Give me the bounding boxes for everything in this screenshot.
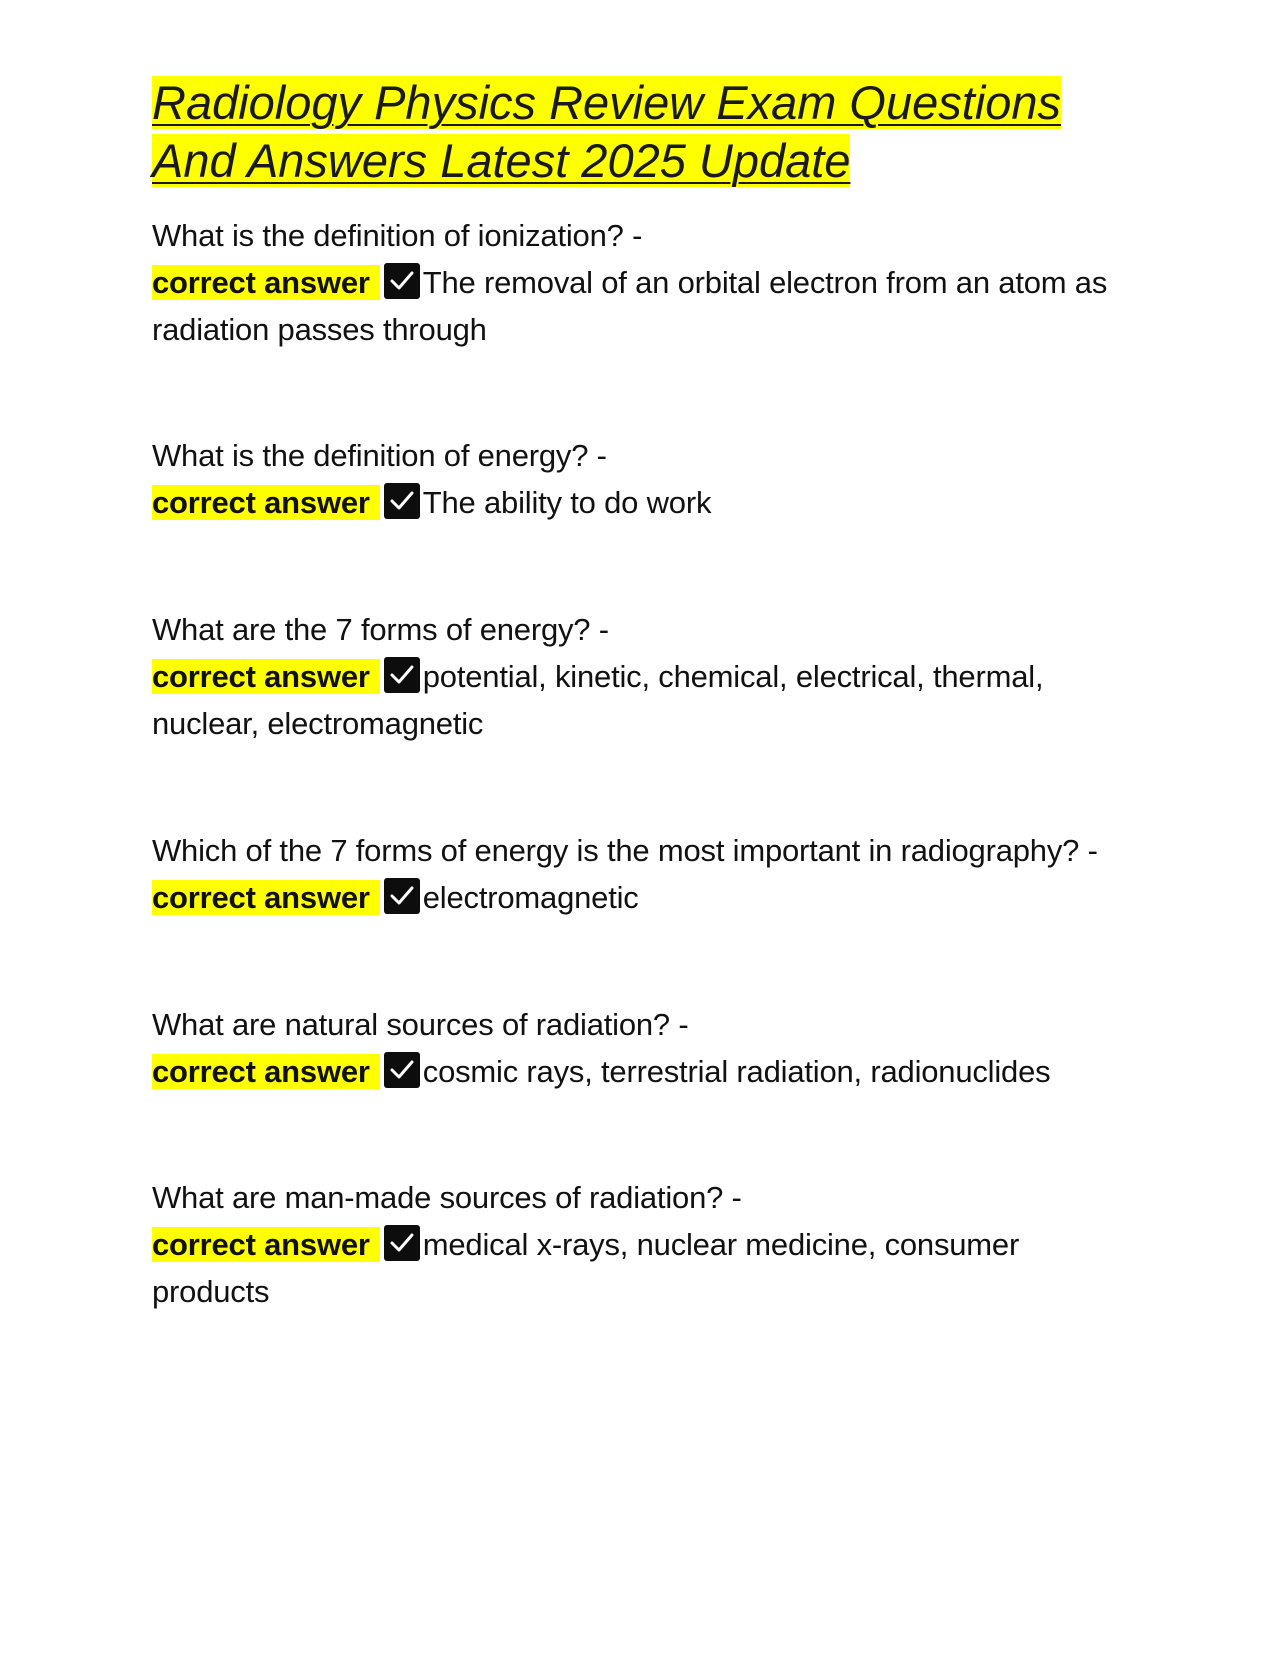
check-mark-box-icon xyxy=(384,657,420,693)
answer-text: potential, kinetic, chemical, electrical, thermal, nuclear, electromagnetic xyxy=(152,659,1044,741)
check-mark-box-icon xyxy=(384,483,420,519)
document-title xyxy=(152,74,1142,190)
answer-label: correct answer xyxy=(152,1054,380,1089)
qa-item xyxy=(152,1001,1142,1095)
check-mark-box-icon xyxy=(384,1225,420,1261)
qa-item xyxy=(152,432,1142,526)
answer-label: correct answer xyxy=(152,265,380,300)
question-text: What are the 7 forms of energy? - xyxy=(152,612,609,647)
answer-text: The ability to do work xyxy=(422,485,712,520)
title-highlight: Radiology Physics Review Exam Questions And Answers Latest 2025 Update xyxy=(152,76,1062,187)
qa-item xyxy=(152,606,1142,747)
qa-item xyxy=(152,1174,1142,1315)
check-mark-box-icon xyxy=(384,1052,420,1088)
answer-label: correct answer xyxy=(152,659,380,694)
check-mark-box-icon xyxy=(384,263,420,299)
question-text: What is the definition of energy? - xyxy=(152,438,607,473)
answer-text: The removal of an orbital electron from an atom as radiation passes through xyxy=(152,265,1108,347)
question-text: What is the definition of ionization? - xyxy=(152,218,643,253)
qa-item xyxy=(152,212,1142,353)
answer-text: electromagnetic xyxy=(422,880,639,915)
question-text: What are man-made sources of radiation? - xyxy=(152,1180,742,1215)
question-text: Which of the 7 forms of energy is the most important in radiography? - xyxy=(152,833,1098,868)
question-text: What are natural sources of radiation? - xyxy=(152,1007,689,1042)
answer-label: correct answer xyxy=(152,880,380,915)
check-mark-box-icon xyxy=(384,878,420,914)
answer-text: cosmic rays, terrestrial radiation, radionuclides xyxy=(422,1054,1051,1089)
answer-text: medical x-rays, nuclear medicine, consumer products xyxy=(152,1227,1020,1309)
qa-item xyxy=(152,827,1142,921)
answer-label: correct answer xyxy=(152,485,380,520)
document-page xyxy=(152,74,1142,1315)
answer-label: correct answer xyxy=(152,1227,380,1262)
